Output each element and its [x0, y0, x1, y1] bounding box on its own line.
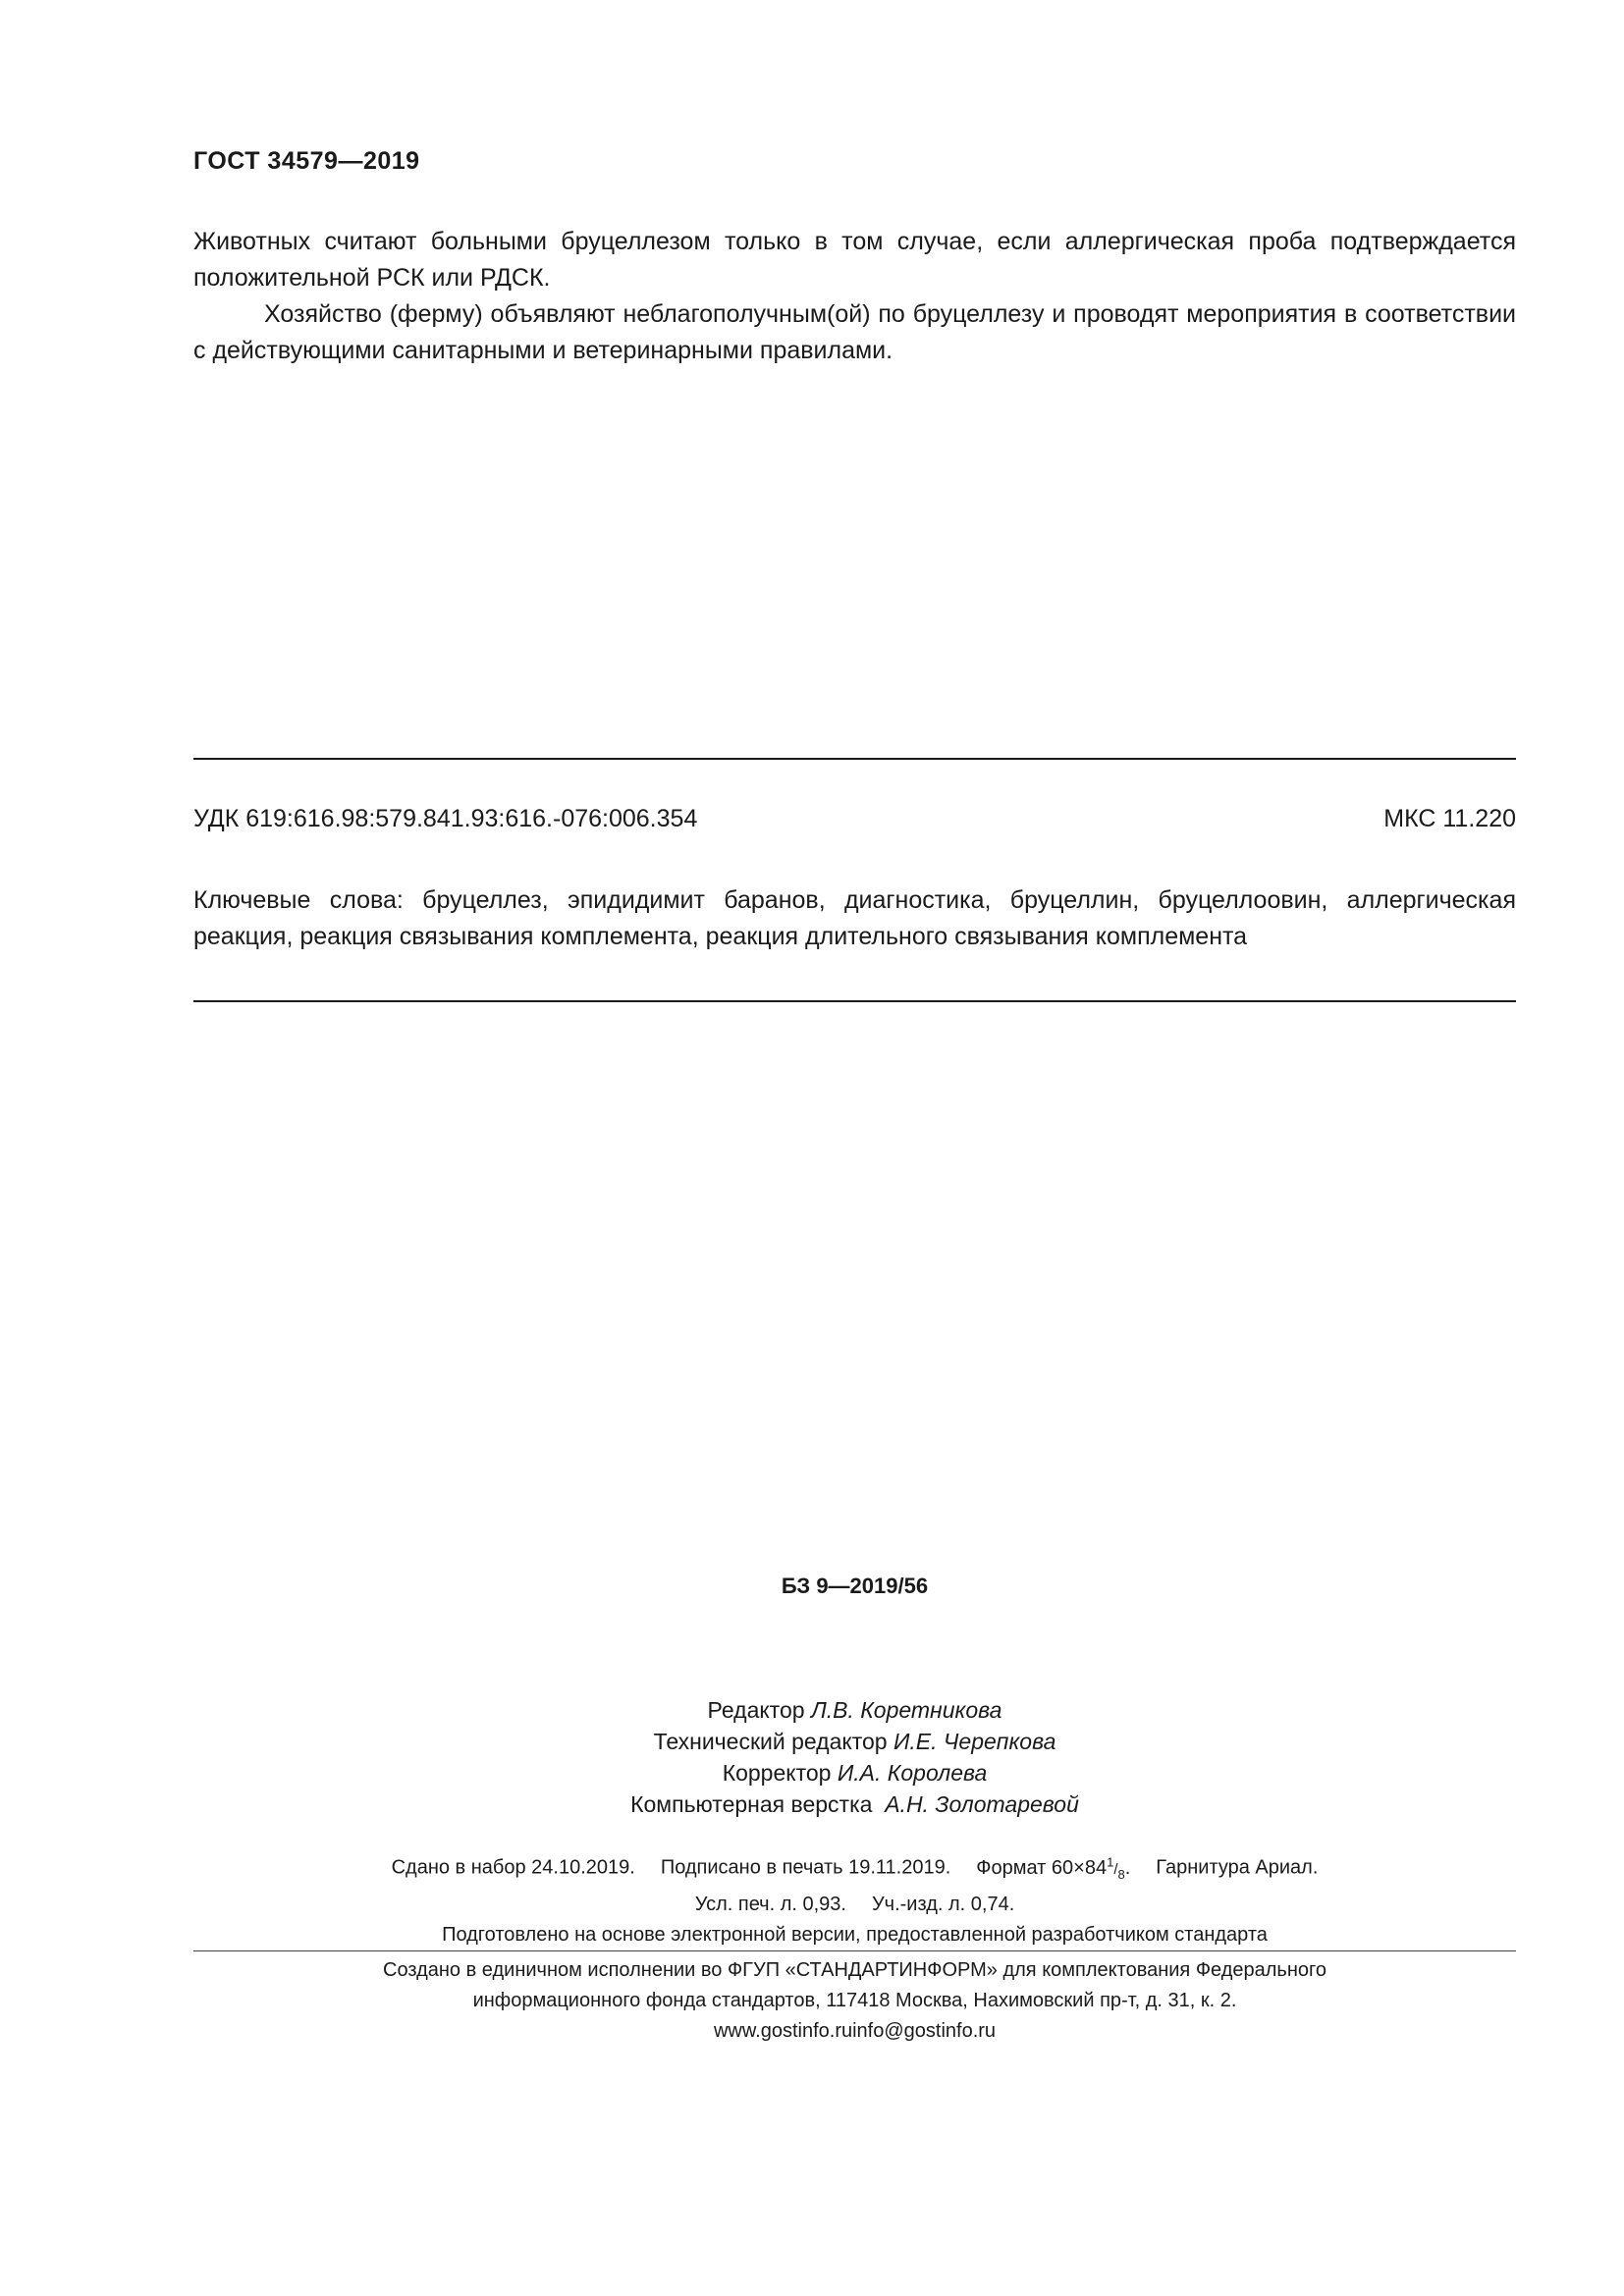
credits: [193, 1694, 1516, 1820]
standard-number: ГОСТ 34579—2019: [193, 147, 420, 175]
imprint-line-2: [193, 1890, 1516, 1920]
imprint-signed: Подписано в печать 19.11.2019.: [660, 1856, 951, 1879]
paragraph-2: Хозяйство (ферму) объявляют неблагополучным(ой) по бруцеллезу и проводят мероприятия в соответствии с действующими санитарными и ветеринарными правилами.: [193, 300, 1516, 364]
credit-name: И.Е. Черепкова: [893, 1729, 1056, 1754]
format-numerator: 1: [1107, 1854, 1114, 1869]
credit-role: Компьютерная верстка: [630, 1791, 873, 1817]
imprint: [193, 1846, 1516, 1950]
credit-role: Корректор: [722, 1760, 832, 1786]
publisher-info: [193, 1955, 1516, 2047]
keywords: [193, 882, 1516, 955]
credit-role: Редактор: [707, 1697, 805, 1723]
credit-name: А.Н. Золотаревой: [885, 1791, 1079, 1817]
publisher-line-2: информационного фонда стандартов, 117418 Москва, Нахимовский пр-т, д. 31, к. 2.: [472, 1990, 1237, 2011]
divider-keywords: [193, 1000, 1516, 1002]
imprint-line-1: [193, 1846, 1516, 1890]
imprint-print-sheets: Усл. печ. л. 0,93.: [694, 1893, 846, 1915]
email-link[interactable]: info@gostinfo.ru: [852, 2020, 997, 2042]
udk-code: УДК 619:616.98:579.841.93:616.-076:006.354: [193, 805, 698, 832]
mks-code: МКС 11.220: [1383, 805, 1516, 832]
website-link[interactable]: www.gostinfo.ru: [713, 2020, 853, 2042]
credit-role: Технический редактор: [653, 1729, 888, 1754]
credit-layout: [193, 1789, 1516, 1820]
format-denominator: 8: [1117, 1866, 1125, 1882]
credit-corrector: [193, 1757, 1516, 1789]
format-suffix: .: [1124, 1856, 1131, 1879]
divider-top: [193, 758, 1516, 760]
credit-tech-editor: [193, 1726, 1516, 1757]
credit-name: И.А. Королева: [837, 1760, 988, 1786]
imprint-publisher-sheets: Уч.-изд. л. 0,74.: [871, 1893, 1015, 1915]
credit-editor: [193, 1694, 1516, 1726]
classification-row: [193, 805, 1516, 833]
publisher-line-1: Создано в единичном исполнении во ФГУП «СТАНДАРТИНФОРМ» для комплектования Федерального: [383, 1959, 1326, 1981]
imprint-typeset: Сдано в набор 24.10.2019.: [391, 1856, 635, 1879]
format-prefix: Формат 60×84: [976, 1856, 1108, 1879]
keywords-text: Ключевые слова: бруцеллез, эпидидимит баранов, диагностика, бруцеллин, бруцеллоовин, аллергическая реакция, реакция связывания комплемента, реакция длительного связывания комплемента: [193, 886, 1516, 950]
paragraph-1: Животных считают больными бруцеллезом только в том случае, если аллергическая проба подтверждается положительной РСК или РДСК.: [193, 228, 1516, 292]
imprint-typeface: Гарнитура Ариал.: [1156, 1856, 1319, 1879]
bz-number: БЗ 9—2019/56: [781, 1574, 929, 1598]
credit-name: Л.В. Коретникова: [810, 1697, 1002, 1723]
publisher-contacts: [193, 2016, 1516, 2047]
divider-publisher: [193, 1950, 1516, 1951]
body-text: [193, 224, 1516, 369]
imprint-format: Формат $60\times 84^1/_8$.: [976, 1854, 1131, 1882]
imprint-prepared: Подготовлено на основе электронной версии, предоставленной разработчиком стандарта: [442, 1923, 1268, 1946]
